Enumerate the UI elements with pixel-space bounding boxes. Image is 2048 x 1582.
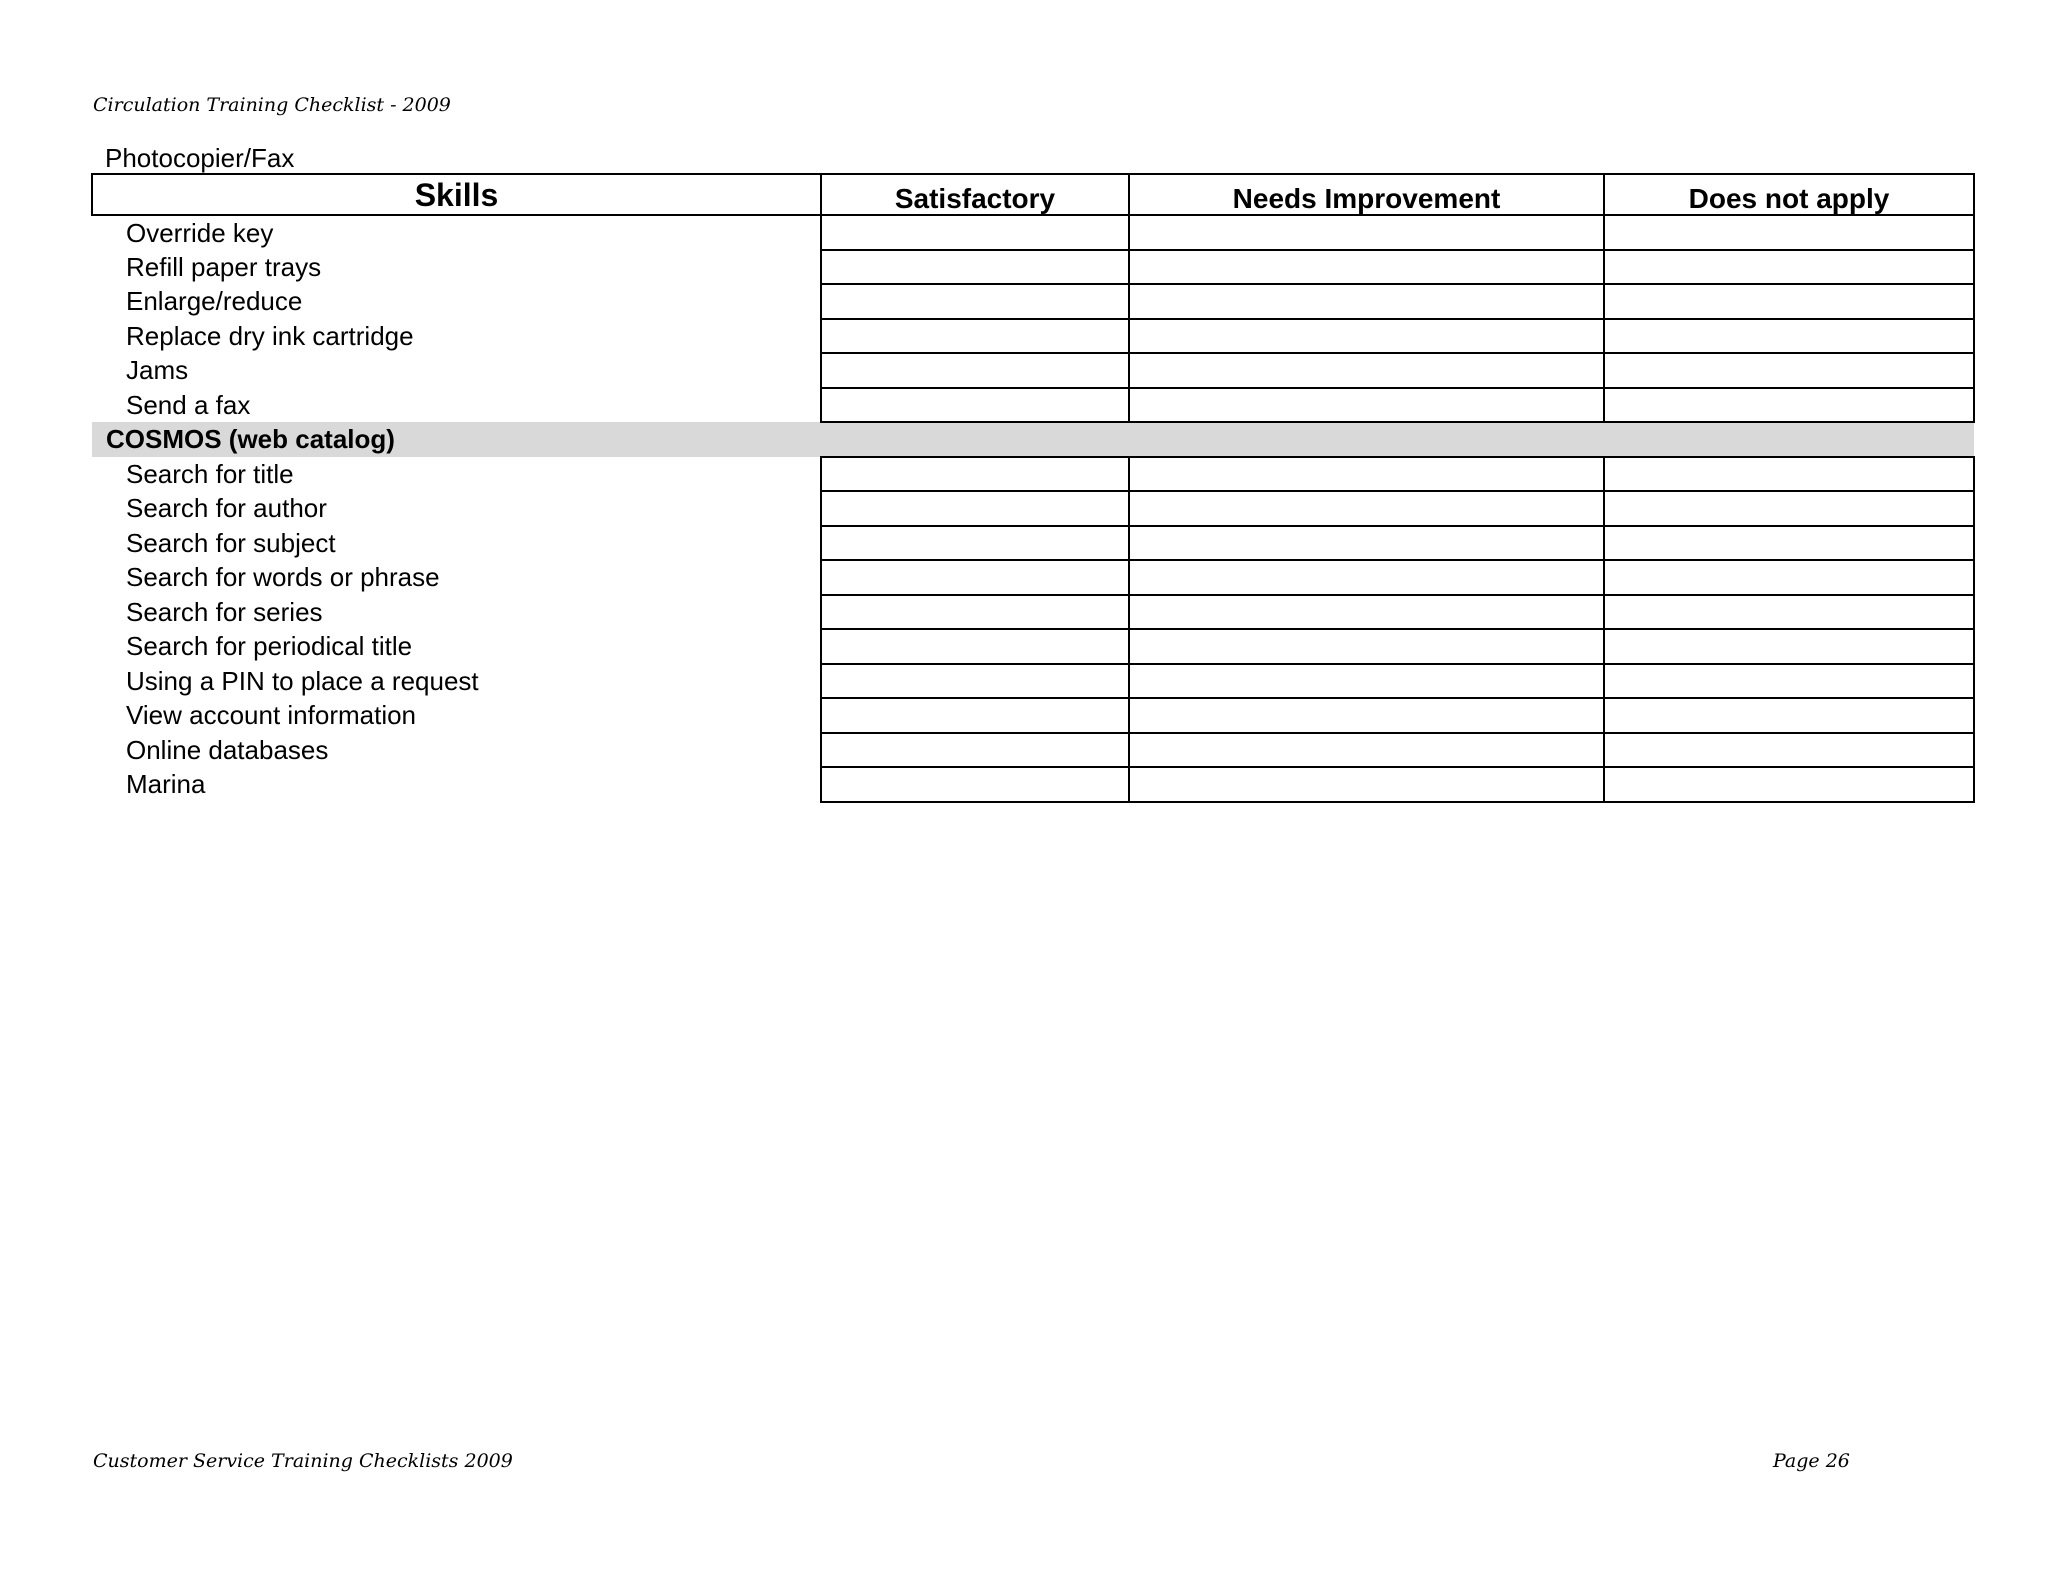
needs-improvement-checkbox-cell[interactable] bbox=[1129, 595, 1604, 630]
column-header-does-not-apply: Does not apply bbox=[1604, 174, 1974, 215]
satisfactory-checkbox-cell[interactable] bbox=[821, 284, 1129, 319]
table-row bbox=[92, 733, 1974, 768]
needs-improvement-checkbox-cell[interactable] bbox=[1129, 457, 1604, 492]
table-row bbox=[92, 284, 1974, 319]
table-row bbox=[92, 767, 1974, 802]
satisfactory-checkbox-cell[interactable] bbox=[821, 767, 1129, 802]
table-row bbox=[92, 457, 1974, 492]
skill-label: Search for words or phrase bbox=[126, 562, 440, 593]
needs-improvement-checkbox-cell[interactable] bbox=[1129, 319, 1604, 354]
satisfactory-checkbox-cell[interactable] bbox=[821, 526, 1129, 561]
footer-title: Customer Service Training Checklists 2009 bbox=[93, 1450, 513, 1472]
needs-improvement-checkbox-cell[interactable] bbox=[1129, 526, 1604, 561]
needs-improvement-checkbox-cell[interactable] bbox=[1129, 250, 1604, 285]
skill-label: Search for subject bbox=[126, 527, 336, 558]
table-row bbox=[92, 353, 1974, 388]
satisfactory-checkbox-cell[interactable] bbox=[821, 353, 1129, 388]
table-row bbox=[92, 629, 1974, 664]
satisfactory-checkbox-cell[interactable] bbox=[821, 215, 1129, 250]
does-not-apply-checkbox-cell[interactable] bbox=[1604, 215, 1974, 250]
needs-improvement-checkbox-cell[interactable] bbox=[1129, 698, 1604, 733]
section-caption: Photocopier/Fax bbox=[105, 143, 295, 173]
section-title: COSMOS (web catalog) bbox=[92, 422, 1974, 457]
skill-label: Search for series bbox=[126, 596, 323, 627]
does-not-apply-checkbox-cell[interactable] bbox=[1604, 595, 1974, 630]
skill-label: Search for periodical title bbox=[126, 631, 413, 662]
table-row bbox=[92, 491, 1974, 526]
table-row bbox=[92, 250, 1974, 285]
skill-label: Jams bbox=[126, 355, 189, 386]
skill-label: Enlarge/reduce bbox=[126, 286, 303, 317]
column-header-needs-improvement: Needs Improvement bbox=[1129, 174, 1604, 215]
skill-label: View account information bbox=[126, 700, 417, 731]
needs-improvement-checkbox-cell[interactable] bbox=[1129, 767, 1604, 802]
does-not-apply-checkbox-cell[interactable] bbox=[1604, 698, 1974, 733]
satisfactory-checkbox-cell[interactable] bbox=[821, 250, 1129, 285]
does-not-apply-checkbox-cell[interactable] bbox=[1604, 767, 1974, 802]
skill-label: Marina bbox=[126, 769, 206, 800]
needs-improvement-checkbox-cell[interactable] bbox=[1129, 215, 1604, 250]
needs-improvement-checkbox-cell[interactable] bbox=[1129, 664, 1604, 699]
satisfactory-checkbox-cell[interactable] bbox=[821, 319, 1129, 354]
does-not-apply-checkbox-cell[interactable] bbox=[1604, 250, 1974, 285]
needs-improvement-checkbox-cell[interactable] bbox=[1129, 629, 1604, 664]
does-not-apply-checkbox-cell[interactable] bbox=[1604, 319, 1974, 354]
satisfactory-checkbox-cell[interactable] bbox=[821, 698, 1129, 733]
does-not-apply-checkbox-cell[interactable] bbox=[1604, 353, 1974, 388]
page-number: Page 26 bbox=[1773, 1450, 1850, 1472]
does-not-apply-checkbox-cell[interactable] bbox=[1604, 491, 1974, 526]
column-header-skills: Skills bbox=[92, 174, 821, 215]
table-row bbox=[92, 560, 1974, 595]
skill-label: Search for title bbox=[126, 458, 294, 489]
skill-label: Refill paper trays bbox=[126, 251, 322, 282]
table-row bbox=[92, 526, 1974, 561]
page-header: Circulation Training Checklist - 2009 bbox=[93, 94, 451, 116]
satisfactory-checkbox-cell[interactable] bbox=[821, 664, 1129, 699]
skill-label: Using a PIN to place a request bbox=[126, 665, 479, 696]
table-row bbox=[92, 664, 1974, 699]
checklist-body bbox=[92, 215, 1974, 802]
does-not-apply-checkbox-cell[interactable] bbox=[1604, 526, 1974, 561]
does-not-apply-checkbox-cell[interactable] bbox=[1604, 457, 1974, 492]
needs-improvement-checkbox-cell[interactable] bbox=[1129, 733, 1604, 768]
training-checklist-table bbox=[91, 173, 1975, 803]
table-header-row bbox=[92, 174, 1974, 215]
needs-improvement-checkbox-cell[interactable] bbox=[1129, 284, 1604, 319]
column-header-satisfactory: Satisfactory bbox=[821, 174, 1129, 215]
does-not-apply-checkbox-cell[interactable] bbox=[1604, 388, 1974, 423]
does-not-apply-checkbox-cell[interactable] bbox=[1604, 284, 1974, 319]
needs-improvement-checkbox-cell[interactable] bbox=[1129, 560, 1604, 595]
needs-improvement-checkbox-cell[interactable] bbox=[1129, 353, 1604, 388]
needs-improvement-checkbox-cell[interactable] bbox=[1129, 388, 1604, 423]
satisfactory-checkbox-cell[interactable] bbox=[821, 629, 1129, 664]
skill-label: Send a fax bbox=[126, 389, 251, 420]
satisfactory-checkbox-cell[interactable] bbox=[821, 457, 1129, 492]
does-not-apply-checkbox-cell[interactable] bbox=[1604, 560, 1974, 595]
does-not-apply-checkbox-cell[interactable] bbox=[1604, 733, 1974, 768]
table-row bbox=[92, 595, 1974, 630]
table-row bbox=[92, 319, 1974, 354]
table-row bbox=[92, 215, 1974, 250]
table-row bbox=[92, 698, 1974, 733]
skill-label: Search for author bbox=[126, 493, 327, 524]
satisfactory-checkbox-cell[interactable] bbox=[821, 560, 1129, 595]
does-not-apply-checkbox-cell[interactable] bbox=[1604, 664, 1974, 699]
does-not-apply-checkbox-cell[interactable] bbox=[1604, 629, 1974, 664]
table-row bbox=[92, 388, 1974, 423]
satisfactory-checkbox-cell[interactable] bbox=[821, 733, 1129, 768]
skill-label: Override key bbox=[126, 217, 274, 248]
skill-label: Replace dry ink cartridge bbox=[126, 320, 414, 351]
section-row bbox=[92, 422, 1974, 457]
needs-improvement-checkbox-cell[interactable] bbox=[1129, 491, 1604, 526]
satisfactory-checkbox-cell[interactable] bbox=[821, 595, 1129, 630]
satisfactory-checkbox-cell[interactable] bbox=[821, 388, 1129, 423]
skill-label: Online databases bbox=[126, 734, 329, 765]
satisfactory-checkbox-cell[interactable] bbox=[821, 491, 1129, 526]
